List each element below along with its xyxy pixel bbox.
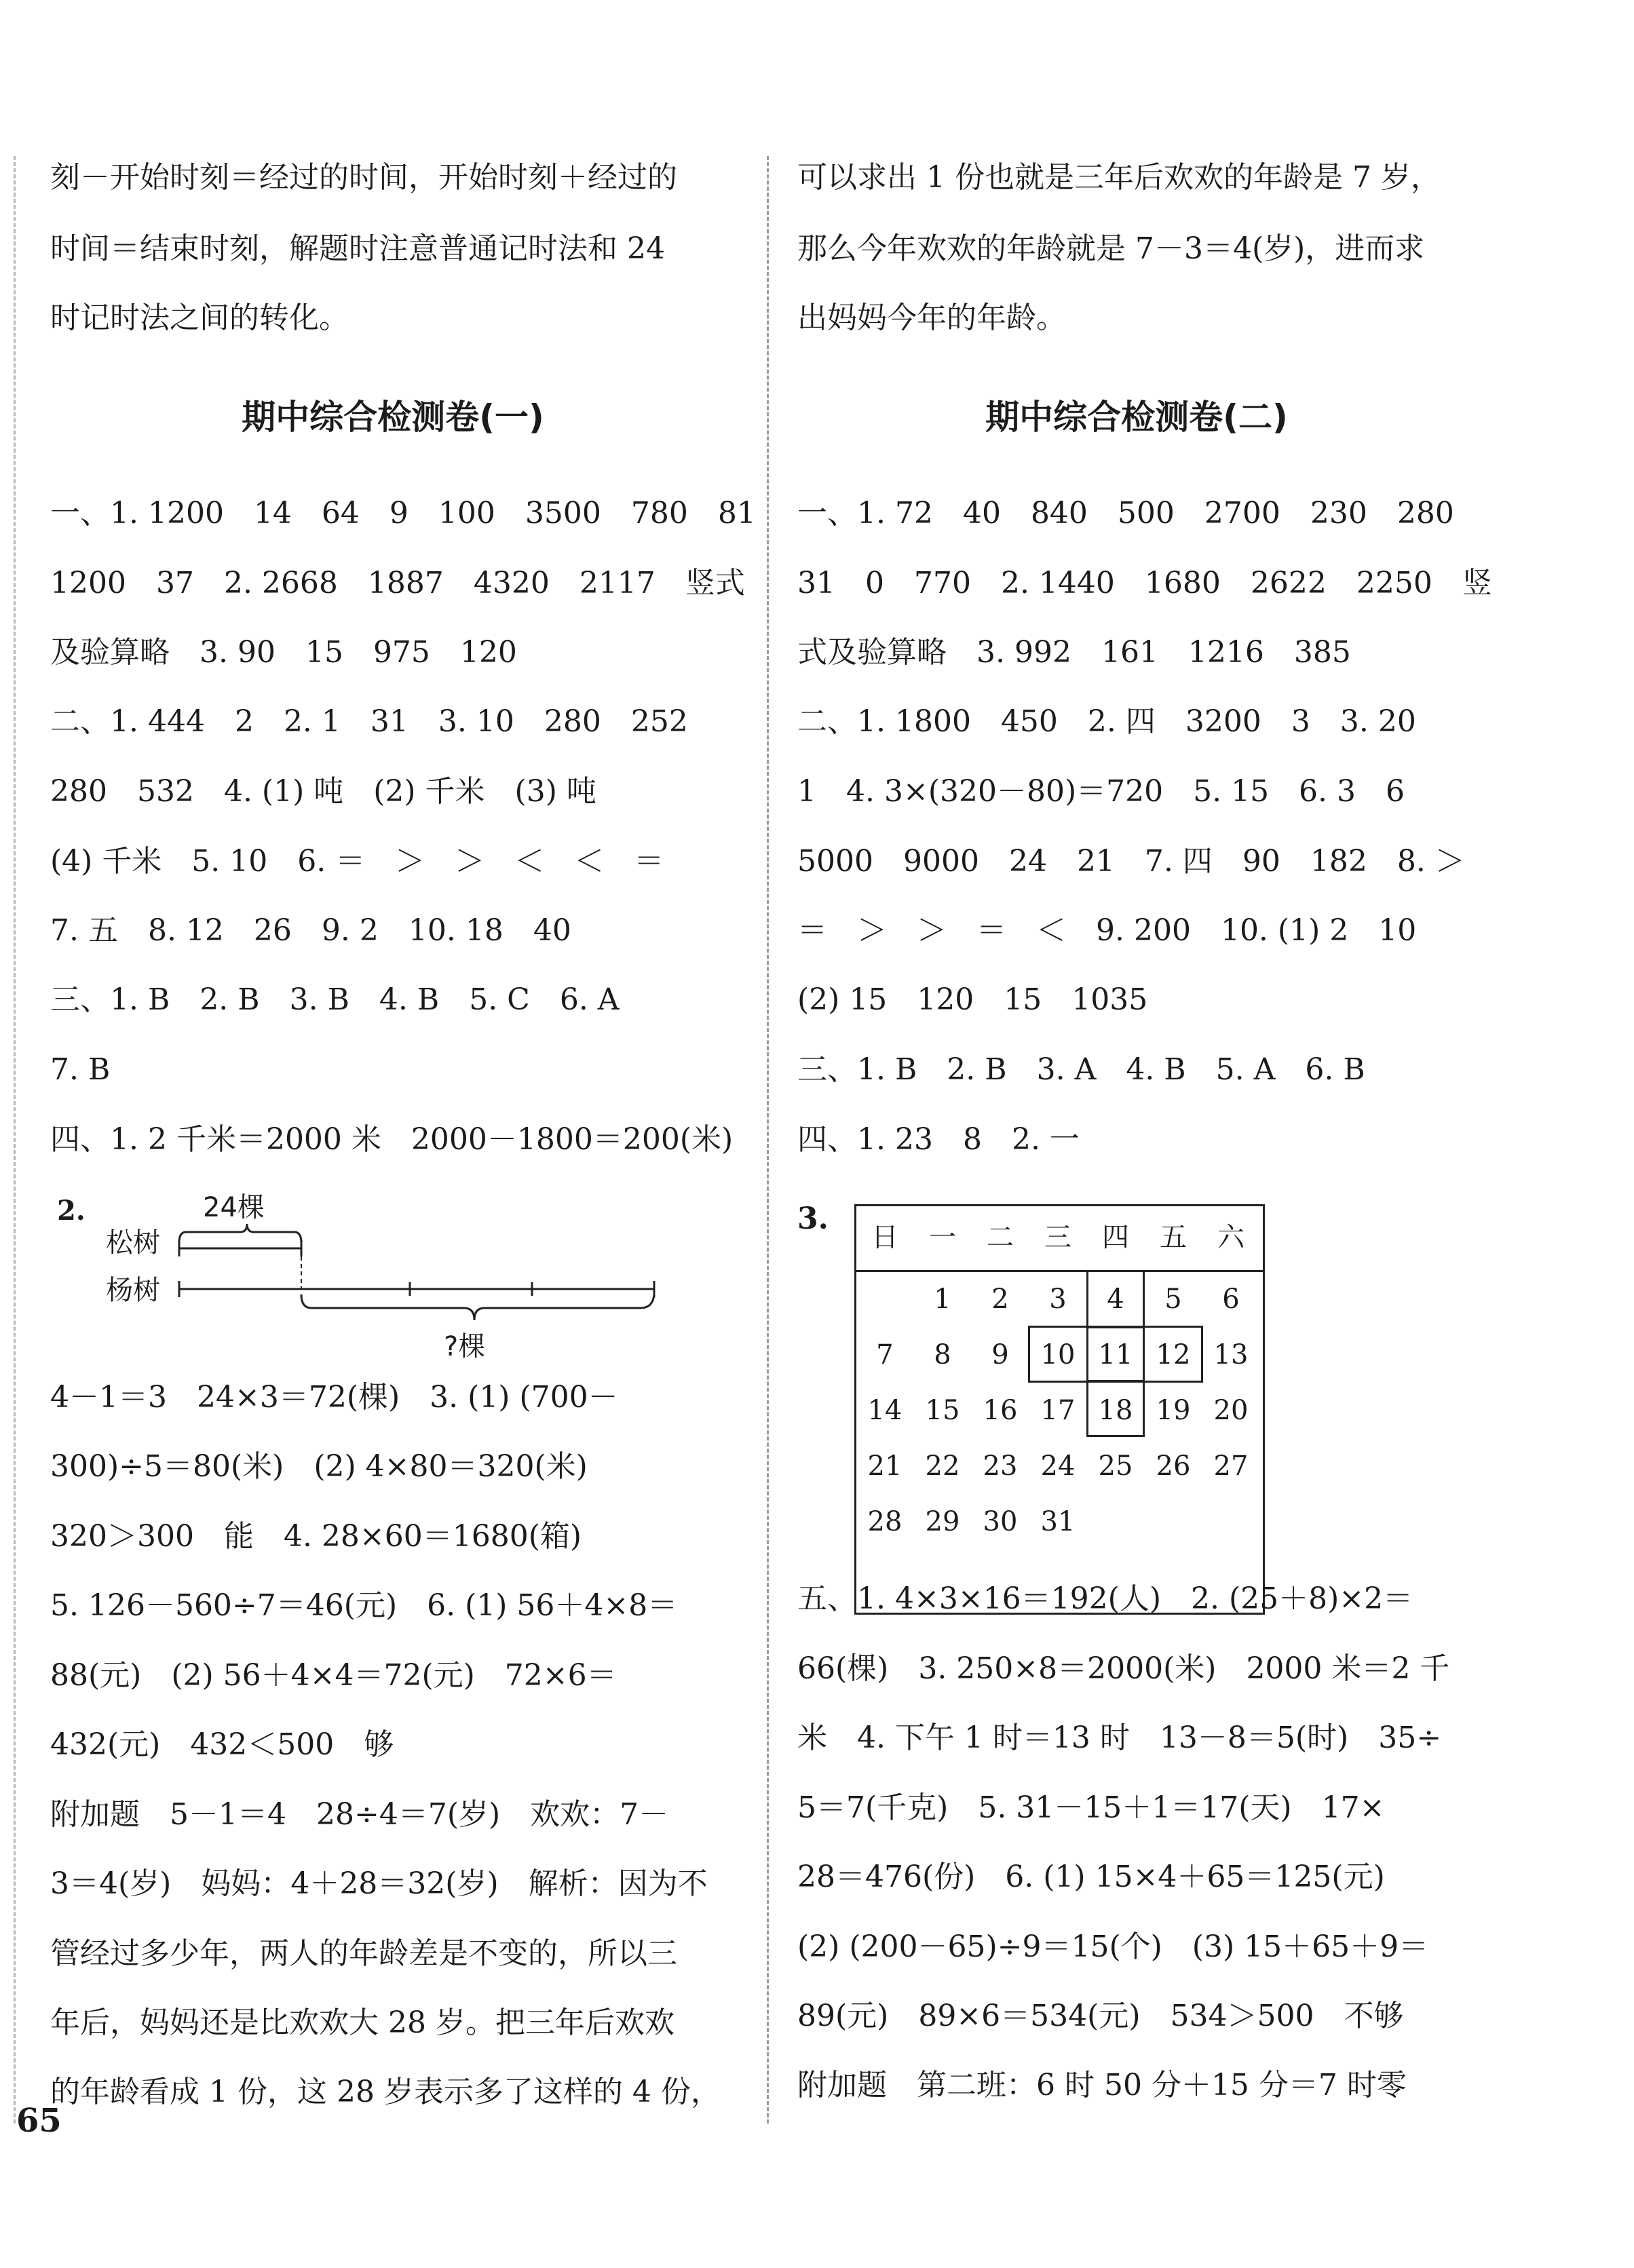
calendar-day-cell: 8 [934, 1339, 951, 1370]
calendar-day-cell: 9 [991, 1339, 1009, 1370]
answer-line: 式及验算略 3. 992 161 1216 385 [797, 635, 1351, 670]
calendar-number: 3. [797, 1202, 829, 1236]
calendar-day-cell: 6 [1222, 1284, 1240, 1315]
calendar-day-cell: 3 [1049, 1284, 1067, 1315]
calendar-day-cell: 22 [925, 1450, 960, 1482]
calendar-day-cell: 10 [1040, 1339, 1076, 1370]
calendar-header-cell: 五 [1160, 1222, 1187, 1253]
answer-line: 二、1. 1800 450 2. 四 3200 3 3. 20 [797, 704, 1416, 739]
calendar-day-cell: 16 [983, 1395, 1018, 1426]
tree-diagram [50, 1194, 729, 1370]
answer-line: 28＝476(份) 6. (1) 15×4＋65＝125(元) [797, 1860, 1385, 1894]
answer-line: 3＝4(岁) 妈妈：4＋28＝32(岁) 解析：因为不 [50, 1866, 708, 1901]
calendar-day-cell: 7 [876, 1339, 894, 1370]
answer-line: 7. 五 8. 12 26 9. 2 10. 18 40 [50, 913, 571, 948]
left-margin-rule [14, 156, 16, 2123]
answer-line: 5. 126－560÷7＝46(元) 6. (1) 56＋4×8＝ [50, 1588, 678, 1623]
section-title-2: 期中综合检测卷(二) [985, 398, 1288, 437]
answer-line: 年后，妈妈还是比欢欢大 28 岁。把三年后欢欢 [50, 2005, 674, 2040]
highlight-box-11 [1086, 1326, 1145, 1383]
answer-line: (2) 15 120 15 1035 [797, 982, 1148, 1017]
answer-line: 1200 37 2. 2668 1887 4320 2117 竖式 [50, 566, 745, 600]
calendar-day-cell: 23 [983, 1450, 1018, 1482]
diagram-lines [50, 1194, 729, 1370]
answer-line: 三、1. B 2. B 3. A 4. B 5. A 6. B [797, 1052, 1365, 1087]
answer-line: (2) (200－65)÷9＝15(个) (3) 15＋65＋9＝ [797, 1929, 1429, 1964]
page-number: 65 [16, 2102, 62, 2140]
calendar-header-cell: 四 [1102, 1222, 1129, 1253]
answer-line: 管经过多少年，两人的年龄差是不变的，所以三 [50, 1936, 677, 1971]
diagram-row1-label: 松树 [106, 1227, 160, 1258]
answer-line: 及验算略 3. 90 15 975 120 [50, 635, 517, 670]
diagram-bottom-label: ?棵 [444, 1331, 486, 1362]
section-title-1: 期中综合检测卷(一) [242, 398, 544, 437]
calendar-day-cell: 14 [867, 1395, 902, 1426]
calendar-table [854, 1204, 1265, 1615]
diagram-top-label: 24棵 [203, 1192, 265, 1223]
answer-line: 31 0 770 2. 1440 1680 2622 2250 竖 [797, 566, 1492, 600]
answer-line: 一、1. 72 40 840 500 2700 230 280 [797, 496, 1454, 531]
calendar-day-cell: 12 [1156, 1339, 1191, 1370]
calendar-day-cell: 19 [1156, 1395, 1191, 1426]
answer-line: 一、1. 1200 14 64 9 100 3500 780 81 [50, 496, 756, 531]
answer-line: ＝ ＞ ＞ ＝ ＜ 9. 200 10. (1) 2 10 [797, 913, 1417, 948]
left-intro-line: 时间＝结束时刻，解题时注意普通记时法和 24 [50, 231, 665, 266]
calendar-day-cell: 24 [1040, 1450, 1076, 1482]
calendar-day-cell: 20 [1213, 1395, 1249, 1426]
right-intro-line: 出妈妈今年的年龄。 [797, 301, 1066, 335]
answer-line: 四、1. 23 8 2. 一 [797, 1122, 1080, 1157]
answer-line: 附加题 5－1＝4 28÷4＝7(岁) 欢欢：7－ [50, 1797, 669, 1832]
answer-line: 89(元) 89×6＝534(元) 534＞500 不够 [797, 1999, 1404, 2033]
answer-line: (4) 千米 5. 10 6. ＝ ＞ ＞ ＜ ＜ ＝ [50, 844, 664, 879]
calendar-header-cell: 二 [987, 1222, 1014, 1253]
calendar-day-cell: 28 [867, 1506, 902, 1537]
answer-line: 432(元) 432＜500 够 [50, 1727, 394, 1762]
right-intro-line: 可以求出 1 份也就是三年后欢欢的年龄是 7 岁， [797, 160, 1441, 195]
calendar-day-cell: 1 [934, 1284, 951, 1315]
answer-line: 四、1. 2 千米＝2000 米 2000－1800＝200(米) [50, 1122, 734, 1157]
answer-line: 二、1. 444 2 2. 1 31 3. 10 280 252 [50, 704, 688, 739]
calendar-day-cell: 27 [1213, 1450, 1249, 1482]
answer-line: 米 4. 下午 1 时＝13 时 13－8＝5(时) 35÷ [797, 1721, 1442, 1755]
highlight-box-4 [1086, 1270, 1145, 1328]
calendar-header-cell: 日 [871, 1222, 898, 1253]
left-intro-line: 刻－开始时刻＝经过的时间，开始时刻＋经过的 [50, 160, 677, 195]
answer-line: 88(元) (2) 56＋4×4＝72(元) 72×6＝ [50, 1658, 617, 1693]
calendar-header-cell: 六 [1217, 1222, 1244, 1253]
calendar-day-cell: 2 [991, 1284, 1009, 1315]
column-divider [767, 156, 769, 2123]
calendar-day-cell: 15 [925, 1395, 960, 1426]
answer-line: 附加题 第二班：6 时 50 分＋15 分＝7 时零 [797, 2068, 1407, 2102]
calendar-day-cell: 31 [1040, 1506, 1076, 1537]
answer-line: 7. B [50, 1052, 111, 1087]
answer-line: 1 4. 3×(320－80)＝720 5. 15 6. 3 6 [797, 774, 1405, 809]
right-intro-line: 那么今年欢欢的年龄就是 7－3＝4(岁)，进而求 [797, 231, 1425, 266]
diagram-number: 2. [57, 1195, 86, 1227]
calendar-day-cell: 21 [867, 1450, 902, 1482]
answer-line: 5＝7(千克) 5. 31－15＋1＝17(天) 17× [797, 1790, 1385, 1825]
diagram-row2-label: 杨树 [106, 1275, 160, 1306]
answer-line: 280 532 4. (1) 吨 (2) 千米 (3) 吨 [50, 774, 596, 809]
answer-line: 66(棵) 3. 250×8＝2000(米) 2000 米＝2 千 [797, 1651, 1450, 1686]
highlight-box-18 [1086, 1380, 1145, 1437]
calendar-day-cell: 26 [1156, 1450, 1191, 1482]
answer-line: 5000 9000 24 21 7. 四 90 182 8. ＞ [797, 844, 1465, 879]
left-intro-line: 时记时法之间的转化。 [50, 301, 349, 335]
answer-line: 的年龄看成 1 份，这 28 岁表示多了这样的 4 份， [50, 2075, 721, 2109]
calendar-day-cell: 11 [1098, 1339, 1133, 1370]
answer-line: 五、1. 4×3×16＝192(人) 2. (25＋8)×2＝ [797, 1581, 1413, 1616]
answer-line: 4－1＝3 24×3＝72(棵) 3. (1) (700－ [50, 1380, 618, 1415]
calendar-day-cell: 25 [1098, 1450, 1133, 1482]
calendar-day-cell: 18 [1098, 1395, 1133, 1426]
calendar-day-cell: 29 [925, 1506, 960, 1537]
answer-line: 300)÷5＝80(米) (2) 4×80＝320(米) [50, 1449, 588, 1484]
answer-line: 320＞300 能 4. 28×60＝1680(箱) [50, 1519, 582, 1554]
calendar-day-cell: 13 [1213, 1339, 1249, 1370]
answer-line: 三、1. B 2. B 3. B 4. B 5. C 6. A [50, 982, 620, 1017]
calendar-header-cell: 一 [929, 1222, 956, 1253]
calendar-day-cell: 17 [1040, 1395, 1076, 1426]
calendar-day-cell: 4 [1107, 1284, 1124, 1315]
calendar-day-cell: 5 [1164, 1284, 1182, 1315]
calendar-day-cell: 30 [983, 1506, 1018, 1537]
calendar-header-cell: 三 [1044, 1222, 1071, 1253]
